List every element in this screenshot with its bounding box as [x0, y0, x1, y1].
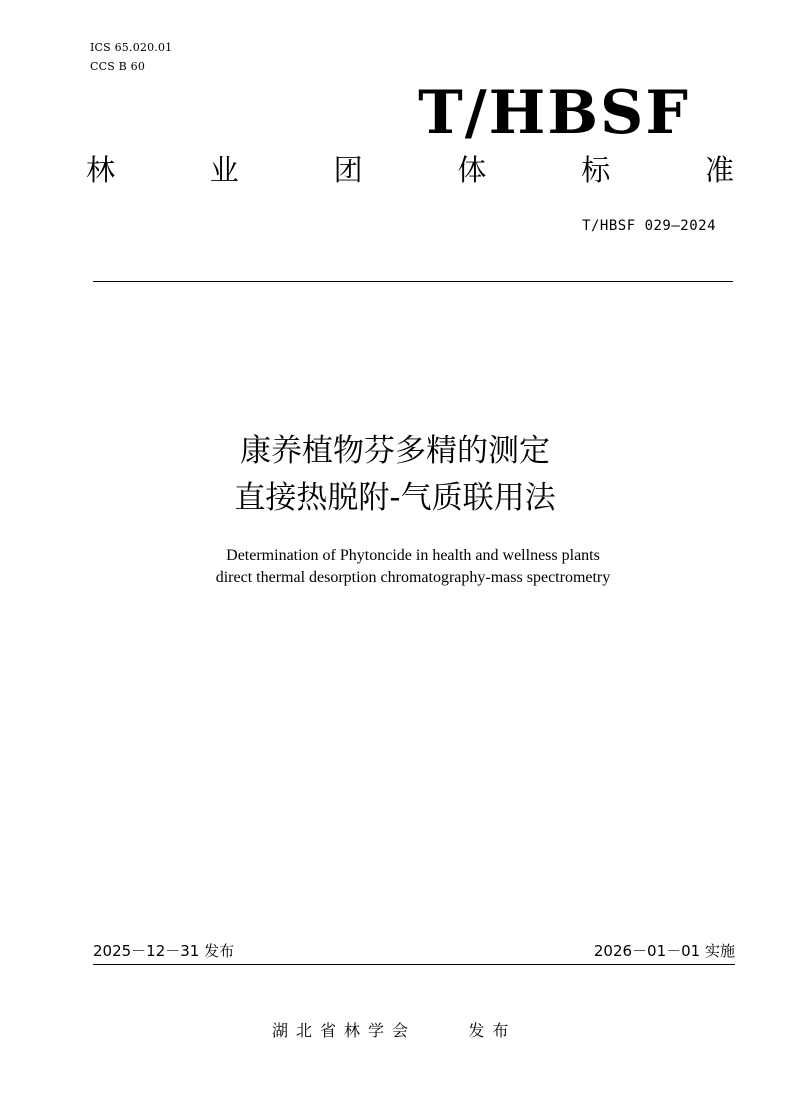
standard-number: T/HBSF 029—2024: [582, 218, 716, 234]
standard-code-logo: T/HBSF: [418, 78, 690, 148]
issue-date: 2025－12－31 发布: [93, 942, 235, 960]
publisher-name: 湖北省林学会: [272, 1021, 417, 1040]
publisher-action: 发布: [468, 1021, 517, 1040]
title-english-line-1: Determination of Phytoncide in health and wellness plants: [226, 547, 600, 564]
ics-code: ICS 65.020.01: [90, 41, 173, 54]
title-chinese-line-1: 康养植物芬多精的测定: [240, 433, 550, 469]
publisher-line: [272, 1020, 516, 1042]
standard-type-char: 标: [581, 153, 611, 187]
top-divider: [93, 281, 733, 282]
standard-type-char: 团: [333, 153, 363, 187]
standard-type-char: 业: [209, 153, 239, 187]
standard-type-char: 体: [457, 153, 487, 187]
ccs-code: CCS B 60: [90, 60, 146, 73]
standard-type-char: 准: [704, 153, 734, 187]
bottom-divider: [93, 964, 735, 965]
standard-type-heading: [86, 150, 734, 190]
standard-type-char: 林: [86, 153, 116, 187]
title-chinese-line-2: 直接热脱附-气质联用法: [234, 480, 556, 516]
title-english-line-2: direct thermal desorption chromatography-mass spectrometry: [215, 569, 611, 586]
implementation-date: 2026－01－01 实施: [593, 942, 735, 960]
